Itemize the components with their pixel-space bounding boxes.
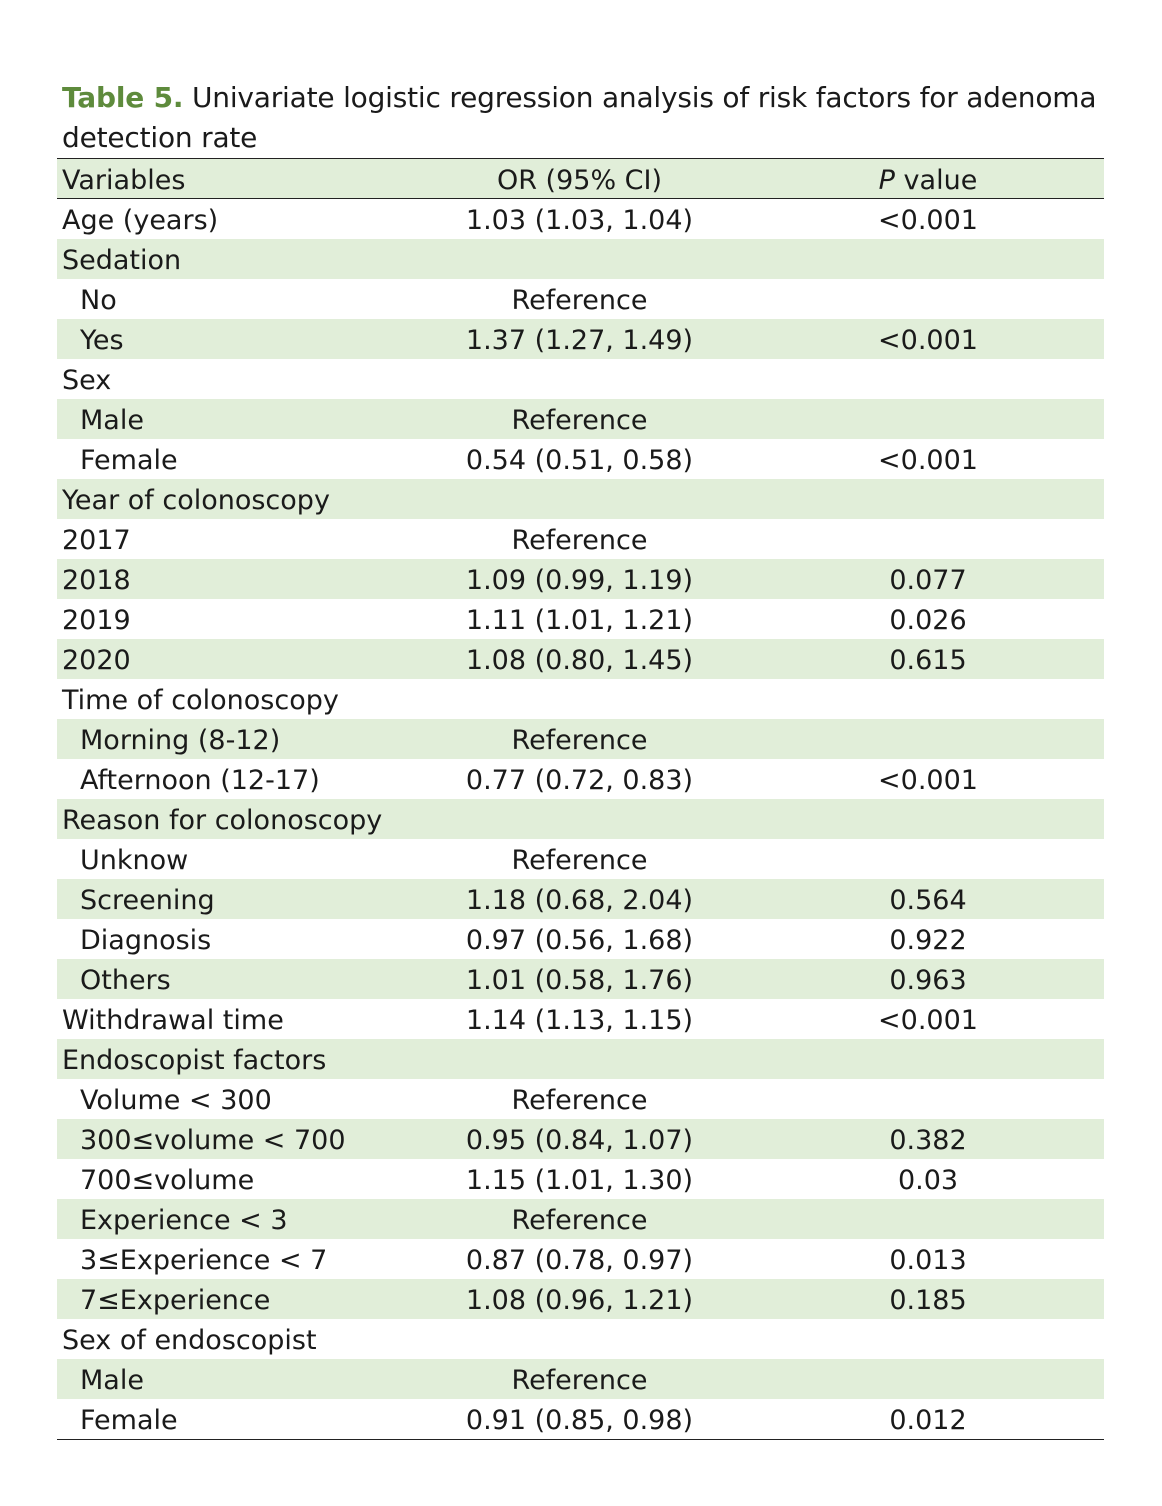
cell-variable: Afternoon (12-17) — [80, 765, 320, 796]
table-row — [57, 1319, 1104, 1359]
table-caption — [62, 78, 1102, 158]
table-row — [57, 1039, 1104, 1079]
cell-p-value — [752, 279, 1104, 319]
cell-variable: Withdrawal time — [62, 1005, 284, 1036]
cell-or-ci: 1.11 (1.01, 1.21) — [465, 605, 694, 636]
cell-p-value: <0.001 — [878, 1005, 978, 1036]
cell-variable: Yes — [80, 325, 124, 356]
table-row — [57, 839, 1104, 879]
table-row — [57, 879, 1104, 919]
cell-variable: 2018 — [62, 565, 131, 596]
table-row — [57, 399, 1104, 439]
table-header-row — [57, 159, 1104, 199]
table-row — [57, 999, 1104, 1039]
cell-variable: Sex of endoscopist — [62, 1325, 317, 1356]
cell-p-value: 0.185 — [889, 1285, 967, 1316]
header-p-value — [752, 159, 1104, 198]
cell-or-ci: 0.87 (0.78, 0.97) — [465, 1245, 694, 1276]
header-variables: Variables — [62, 165, 186, 196]
table-row — [57, 199, 1104, 239]
header-p-letter: P — [878, 165, 895, 196]
table-label: Table 5. — [62, 81, 184, 114]
cell-variable: Reason for colonoscopy — [62, 805, 383, 836]
table-row — [57, 959, 1104, 999]
cell-variable: 700≤volume — [80, 1165, 255, 1196]
table-row — [57, 599, 1104, 639]
cell-or-ci: Reference — [511, 1205, 648, 1236]
cell-or-ci: 0.97 (0.56, 1.68) — [465, 925, 694, 956]
table-title: Univariate logistic regression analysis of risk factors for adenoma detection rate — [62, 81, 1097, 154]
cell-p-value — [752, 1039, 1104, 1079]
cell-or-ci: 1.08 (0.80, 1.45) — [465, 645, 694, 676]
cell-or-ci — [407, 1039, 752, 1079]
cell-p-value: 0.077 — [889, 565, 967, 596]
cell-or-ci: 0.77 (0.72, 0.83) — [465, 765, 694, 796]
cell-variable: Unknow — [80, 845, 189, 876]
cell-or-ci: Reference — [511, 405, 648, 436]
cell-or-ci: 0.95 (0.84, 1.07) — [465, 1125, 694, 1156]
cell-p-value: 0.922 — [889, 925, 967, 956]
cell-or-ci: Reference — [511, 285, 648, 316]
table-row — [57, 279, 1104, 319]
cell-variable: Sex — [62, 365, 112, 396]
cell-or-ci: Reference — [511, 725, 648, 756]
cell-p-value — [752, 839, 1104, 879]
cell-variable: Male — [80, 1365, 144, 1396]
cell-variable: Male — [80, 405, 144, 436]
cell-p-value — [752, 359, 1104, 399]
cell-p-value — [752, 1079, 1104, 1119]
cell-variable: Endoscopist factors — [62, 1045, 327, 1076]
table-row — [57, 479, 1104, 519]
cell-variable: Female — [80, 1405, 178, 1436]
table-row — [57, 519, 1104, 559]
cell-or-ci: 0.91 (0.85, 0.98) — [465, 1405, 694, 1436]
table-row — [57, 1359, 1104, 1399]
table-row — [57, 1239, 1104, 1279]
cell-variable: Experience < 3 — [80, 1205, 288, 1236]
table-row — [57, 1399, 1104, 1439]
cell-variable: 2019 — [62, 605, 131, 636]
cell-p-value — [752, 1359, 1104, 1399]
cell-variable: 3≤Experience < 7 — [80, 1245, 328, 1276]
cell-p-value: 0.564 — [889, 885, 967, 916]
table-row — [57, 1159, 1104, 1199]
cell-or-ci: 1.08 (0.96, 1.21) — [465, 1285, 694, 1316]
table-row — [57, 439, 1104, 479]
table-row — [57, 679, 1104, 719]
cell-p-value: 0.026 — [889, 605, 967, 636]
cell-p-value: <0.001 — [878, 205, 978, 236]
cell-or-ci: 1.14 (1.13, 1.15) — [465, 1005, 694, 1036]
cell-p-value: 0.013 — [889, 1245, 967, 1276]
cell-variable: Year of colonoscopy — [62, 485, 330, 516]
table-row — [57, 1079, 1104, 1119]
cell-p-value: 0.963 — [889, 965, 967, 996]
cell-or-ci: Reference — [511, 525, 648, 556]
table-row — [57, 359, 1104, 399]
table-body — [57, 199, 1104, 1439]
cell-variable: Sedation — [62, 245, 182, 276]
cell-variable: 2017 — [62, 525, 131, 556]
header-or: OR (95% CI) — [496, 165, 663, 196]
cell-or-ci: 0.54 (0.51, 0.58) — [465, 445, 694, 476]
cell-variable: Others — [80, 965, 171, 996]
cell-p-value — [752, 799, 1104, 839]
cell-p-value — [752, 399, 1104, 439]
cell-or-ci: 1.03 (1.03, 1.04) — [465, 205, 694, 236]
table-row — [57, 759, 1104, 799]
cell-or-ci: Reference — [511, 845, 648, 876]
cell-p-value: <0.001 — [878, 325, 978, 356]
table-row — [57, 1199, 1104, 1239]
cell-variable: Time of colonoscopy — [62, 685, 339, 716]
cell-p-value — [752, 239, 1104, 279]
cell-or-ci: 1.01 (0.58, 1.76) — [465, 965, 694, 996]
cell-or-ci — [407, 479, 752, 519]
cell-or-ci — [407, 239, 752, 279]
cell-or-ci — [407, 1319, 752, 1359]
cell-variable: 7≤Experience — [80, 1285, 271, 1316]
cell-p-value: <0.001 — [878, 445, 978, 476]
cell-variable: Diagnosis — [80, 925, 212, 956]
cell-p-value — [752, 719, 1104, 759]
cell-variable: Age (years) — [62, 205, 219, 236]
table-row — [57, 1279, 1104, 1319]
cell-variable: Screening — [80, 885, 215, 916]
cell-variable: 2020 — [62, 645, 131, 676]
table-row — [57, 919, 1104, 959]
cell-variable: Volume < 300 — [80, 1085, 272, 1116]
cell-or-ci — [407, 799, 752, 839]
cell-variable: Female — [80, 445, 178, 476]
cell-variable: No — [80, 285, 117, 316]
cell-or-ci: 1.15 (1.01, 1.30) — [465, 1165, 694, 1196]
cell-p-value — [752, 479, 1104, 519]
cell-variable: 300≤volume < 700 — [80, 1125, 346, 1156]
table-row — [57, 319, 1104, 359]
cell-or-ci: 1.09 (0.99, 1.19) — [465, 565, 694, 596]
table-row — [57, 719, 1104, 759]
table-row — [57, 239, 1104, 279]
cell-or-ci: 1.18 (0.68, 2.04) — [465, 885, 694, 916]
cell-p-value — [752, 679, 1104, 719]
cell-p-value: 0.03 — [897, 1165, 959, 1196]
cell-p-value: <0.001 — [878, 765, 978, 796]
table-row — [57, 799, 1104, 839]
cell-p-value — [752, 1319, 1104, 1359]
header-value-text: value — [894, 165, 978, 196]
table-row — [57, 639, 1104, 679]
cell-p-value — [752, 519, 1104, 559]
cell-or-ci — [407, 679, 752, 719]
table-row — [57, 1119, 1104, 1159]
cell-p-value: 0.012 — [889, 1405, 967, 1436]
cell-or-ci: 1.37 (1.27, 1.49) — [465, 325, 694, 356]
cell-p-value: 0.382 — [889, 1125, 967, 1156]
cell-variable: Morning (8-12) — [80, 725, 281, 756]
cell-or-ci — [407, 359, 752, 399]
table-row — [57, 559, 1104, 599]
cell-or-ci: Reference — [511, 1085, 648, 1116]
cell-or-ci: Reference — [511, 1365, 648, 1396]
cell-p-value — [752, 1199, 1104, 1239]
cell-p-value: 0.615 — [889, 645, 967, 676]
regression-table — [57, 158, 1104, 1440]
